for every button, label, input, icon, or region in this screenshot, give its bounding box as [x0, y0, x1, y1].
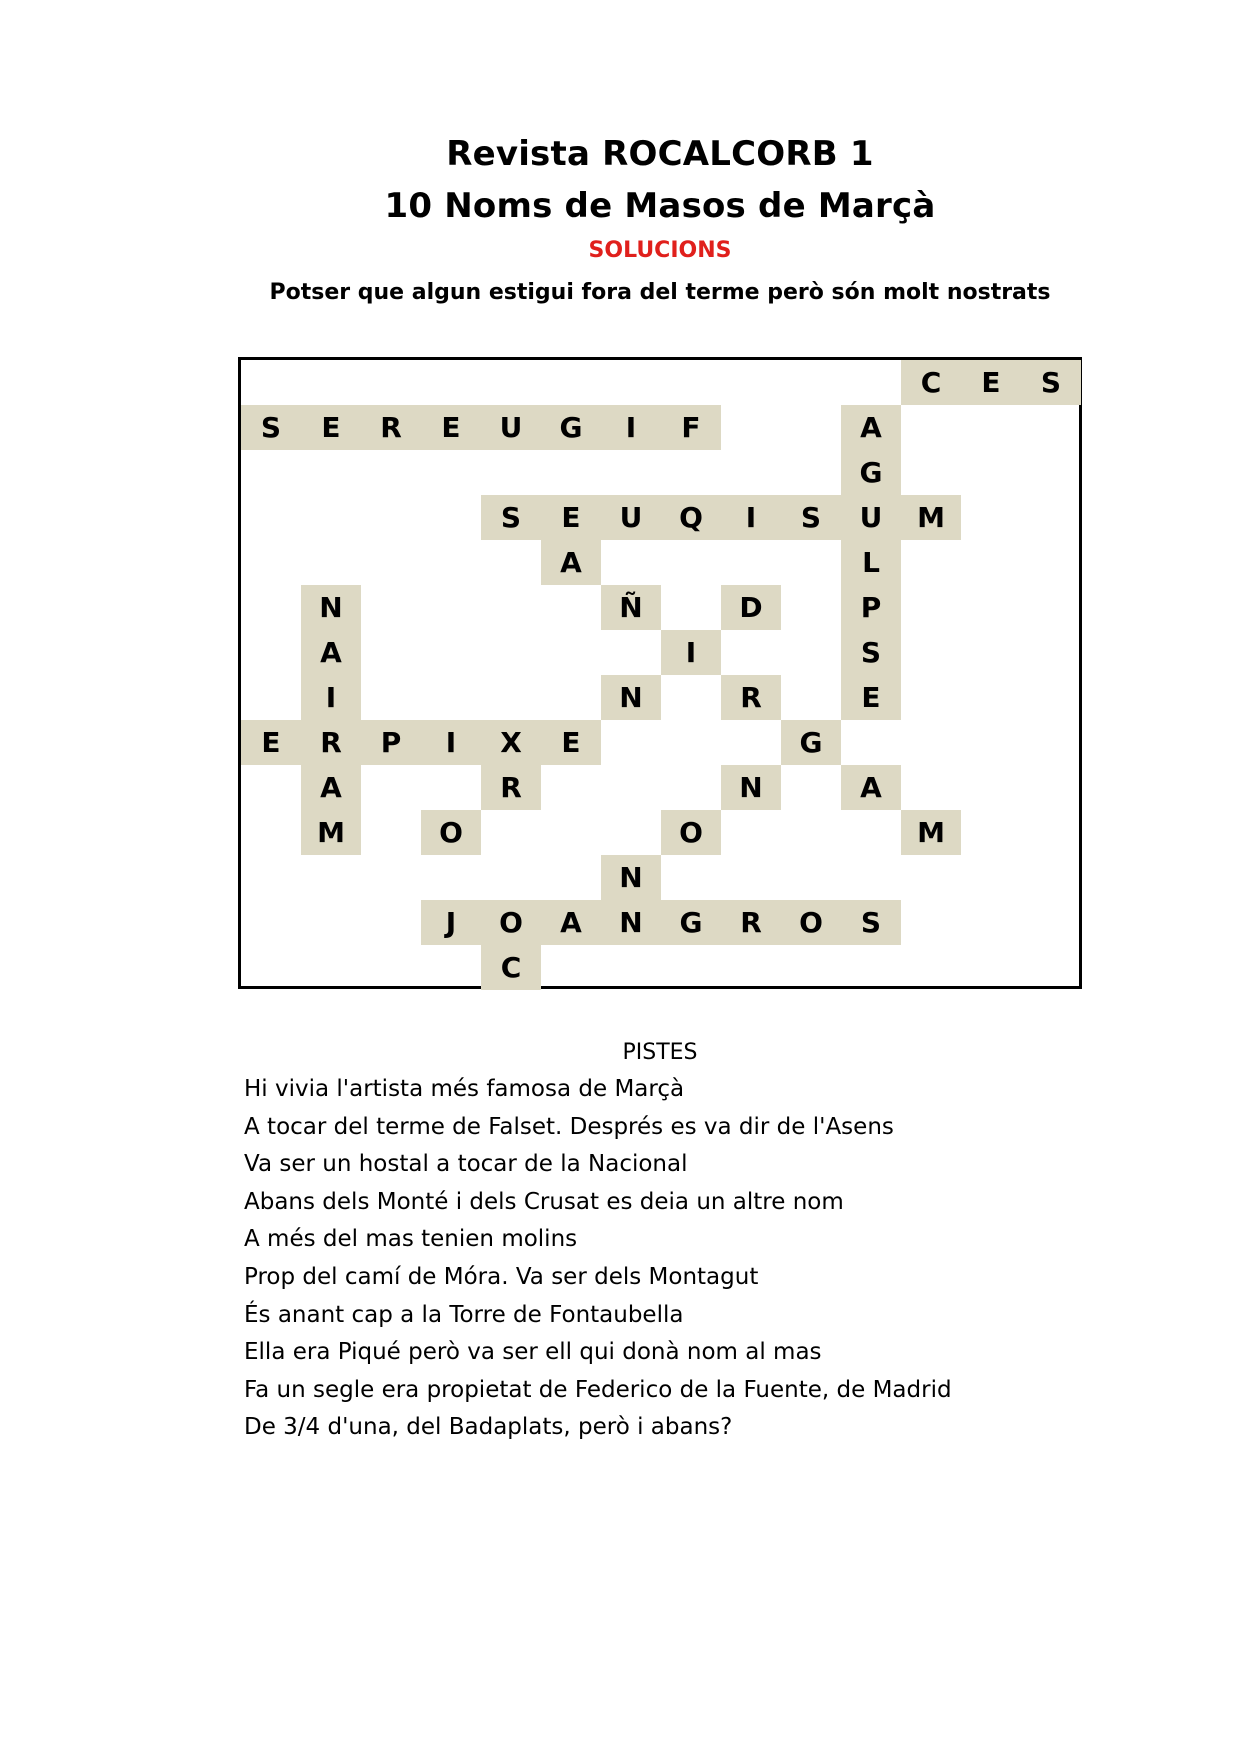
crossword-cell: Ñ	[601, 585, 661, 630]
crossword-cell: A	[841, 405, 901, 450]
crossword-cell: S	[841, 630, 901, 675]
crossword-cell: E	[421, 405, 481, 450]
crossword-cell: A	[301, 765, 361, 810]
clues-list	[244, 1071, 952, 1447]
crossword-cell: J	[421, 900, 481, 945]
crossword-cell: U	[841, 495, 901, 540]
crossword-cell: R	[481, 765, 541, 810]
clue-item: A tocar del terme de Falset. Després es va dir de l'Asens	[244, 1113, 894, 1140]
crossword-cell: M	[301, 810, 361, 855]
clue-item: Ella era Piqué però va ser ell qui donà nom al mas	[244, 1339, 822, 1366]
crossword-cell: P	[841, 585, 901, 630]
crossword-cell: R	[721, 675, 781, 720]
crossword-cell: G	[781, 720, 841, 765]
crossword-cell: I	[421, 720, 481, 765]
subtitle: Potser que algun estigui fora del terme però són molt nostrats	[269, 280, 1051, 305]
crossword-cell: L	[841, 540, 901, 585]
crossword-cell: E	[301, 405, 361, 450]
title-line-1: Revista ROCALCORB 1	[446, 134, 874, 174]
crossword-cell: G	[841, 450, 901, 495]
crossword-grid	[238, 357, 1082, 989]
crossword-cell: G	[541, 405, 601, 450]
crossword-cell: Q	[661, 495, 721, 540]
crossword-cell: N	[601, 675, 661, 720]
crossword-cell: E	[541, 495, 601, 540]
crossword-cell: O	[661, 810, 721, 855]
crossword-cell: P	[361, 720, 421, 765]
title-line-2: 10 Noms de Masos de Marçà	[384, 186, 936, 226]
crossword-cell: C	[901, 360, 961, 405]
crossword-cell: I	[301, 675, 361, 720]
crossword-cell: N	[601, 900, 661, 945]
clue-item: De 3/4 d'una, del Badaplats, però i abans?	[244, 1414, 733, 1441]
crossword-cell: C	[481, 945, 541, 990]
crossword-cell: X	[481, 720, 541, 765]
crossword-cell: O	[421, 810, 481, 855]
crossword-cell: I	[601, 405, 661, 450]
crossword-cell: O	[481, 900, 541, 945]
crossword-cell: A	[541, 900, 601, 945]
clue-item: Va ser un hostal a tocar de la Nacional	[244, 1151, 688, 1178]
crossword-cell: E	[241, 720, 301, 765]
crossword-cell: R	[361, 405, 421, 450]
crossword-cell: G	[661, 900, 721, 945]
crossword-cell: E	[961, 360, 1021, 405]
clue-item: Fa un segle era propietat de Federico de la Fuente, de Madrid	[244, 1376, 952, 1403]
crossword-cell: D	[721, 585, 781, 630]
crossword-cell: N	[601, 855, 661, 900]
clue-item: Abans dels Monté i dels Crusat es deia un altre nom	[244, 1188, 844, 1215]
crossword-cell: N	[721, 765, 781, 810]
crossword-cell: U	[481, 405, 541, 450]
crossword-cell: S	[241, 405, 301, 450]
crossword-cell: S	[781, 495, 841, 540]
crossword-cell: R	[301, 720, 361, 765]
crossword-cell: E	[841, 675, 901, 720]
clues-title: PISTES	[622, 1040, 698, 1065]
crossword-cell: O	[781, 900, 841, 945]
crossword-cell: I	[661, 630, 721, 675]
crossword-cell: A	[541, 540, 601, 585]
clue-item: Hi vivia l'artista més famosa de Marçà	[244, 1076, 685, 1102]
crossword-cell: S	[841, 900, 901, 945]
crossword-cell: S	[481, 495, 541, 540]
solutions-label: SOLUCIONS	[588, 238, 732, 263]
crossword-cell: A	[841, 765, 901, 810]
crossword-cell: N	[301, 585, 361, 630]
crossword-cell: M	[901, 495, 961, 540]
crossword-cell: U	[601, 495, 661, 540]
clue-item: És anant cap a la Torre de Fontaubella	[244, 1301, 684, 1328]
crossword-cell: S	[1021, 360, 1081, 405]
crossword-cell: E	[541, 720, 601, 765]
crossword-cell: F	[661, 405, 721, 450]
clue-item: A més del mas tenien molins	[244, 1226, 578, 1253]
crossword-cell: A	[301, 630, 361, 675]
clue-item: Prop del camí de Móra. Va ser dels Montagut	[244, 1263, 759, 1290]
crossword-cell: M	[901, 810, 961, 855]
crossword-cell: R	[721, 900, 781, 945]
crossword-cell: I	[721, 495, 781, 540]
